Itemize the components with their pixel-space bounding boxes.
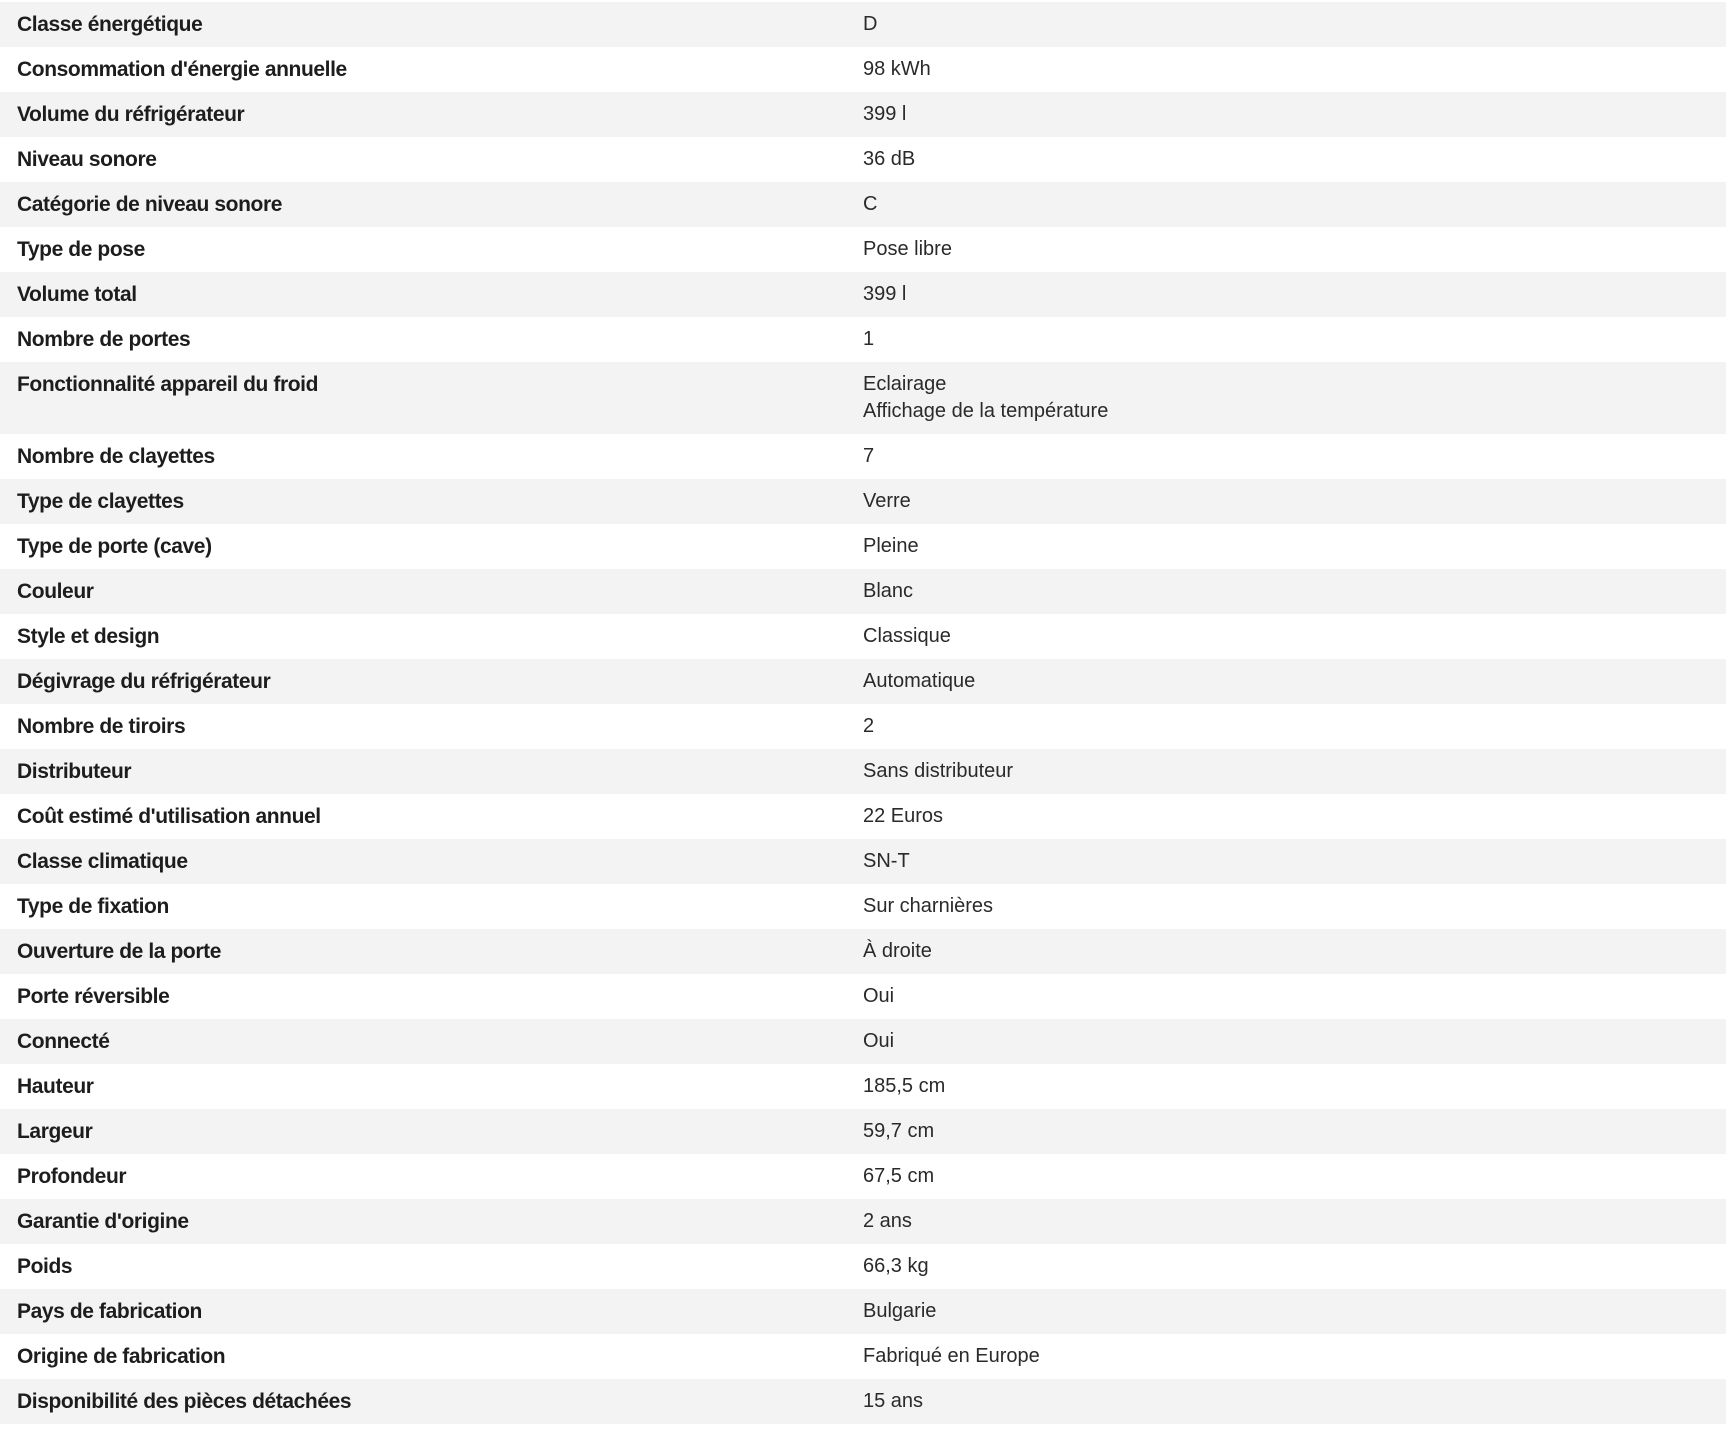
spec-label: Ouverture de la porte	[17, 940, 221, 963]
spec-row	[0, 794, 1726, 839]
spec-row	[0, 929, 1726, 974]
spec-value-line: Oui	[863, 985, 895, 1007]
spec-value-line: 185,5 cm	[863, 1075, 946, 1097]
spec-value	[845, 488, 1726, 515]
spec-label: Style et design	[17, 625, 160, 648]
spec-value-line: Oui	[863, 1030, 895, 1052]
spec-label: Distributeur	[17, 760, 132, 783]
spec-value	[845, 11, 1726, 38]
spec-value-line: C	[863, 193, 878, 215]
spec-label: Porte réversible	[17, 985, 170, 1008]
spec-row	[0, 92, 1726, 137]
spec-value	[845, 281, 1726, 308]
spec-row	[0, 1019, 1726, 1064]
spec-row	[0, 1064, 1726, 1109]
specifications-table	[0, 2, 1726, 1424]
spec-label: Pays de fabrication	[17, 1300, 202, 1323]
spec-row	[0, 1334, 1726, 1379]
spec-value	[845, 533, 1726, 560]
spec-value-line: Fabriqué en Europe	[863, 1345, 1040, 1367]
spec-value	[845, 848, 1726, 875]
spec-label: Nombre de clayettes	[17, 445, 215, 468]
spec-value-line: 399 l	[863, 283, 907, 305]
spec-row	[0, 1154, 1726, 1199]
spec-value	[845, 101, 1726, 128]
spec-row	[0, 47, 1726, 92]
spec-value	[845, 623, 1726, 650]
spec-row	[0, 704, 1726, 749]
spec-value	[845, 893, 1726, 920]
spec-value-line: Sur charnières	[863, 895, 994, 917]
spec-value	[845, 371, 1726, 425]
spec-value	[845, 146, 1726, 173]
spec-value	[845, 578, 1726, 605]
spec-value	[845, 1118, 1726, 1145]
spec-value	[845, 803, 1726, 830]
spec-value-line: 1	[863, 328, 875, 350]
spec-value	[845, 668, 1726, 695]
spec-value-line: 2 ans	[863, 1210, 912, 1232]
spec-row	[0, 749, 1726, 794]
spec-value-line: Automatique	[863, 670, 976, 692]
spec-label: Type de clayettes	[17, 490, 184, 513]
spec-value-line: Affichage de la température	[863, 400, 1109, 422]
spec-label: Consommation d'énergie annuelle	[17, 58, 347, 81]
spec-value	[845, 1298, 1726, 1325]
spec-row	[0, 137, 1726, 182]
spec-label: Garantie d'origine	[17, 1210, 189, 1233]
spec-value	[845, 983, 1726, 1010]
spec-label: Origine de fabrication	[17, 1345, 226, 1368]
spec-value	[845, 1343, 1726, 1370]
spec-value	[845, 1388, 1726, 1415]
spec-label: Connecté	[17, 1030, 110, 1053]
spec-value	[845, 1253, 1726, 1280]
spec-value-line: 98 kWh	[863, 58, 931, 80]
spec-label: Type de pose	[17, 238, 145, 261]
spec-value-line: Bulgarie	[863, 1300, 937, 1322]
spec-value	[845, 326, 1726, 353]
spec-label: Dégivrage du réfrigérateur	[17, 670, 271, 693]
spec-value	[845, 56, 1726, 83]
spec-value-line: D	[863, 13, 878, 35]
spec-label: Fonctionnalité appareil du froid	[17, 373, 319, 396]
spec-value	[845, 236, 1726, 263]
spec-row	[0, 479, 1726, 524]
spec-value	[845, 191, 1726, 218]
spec-value-line: 36 dB	[863, 148, 916, 170]
spec-value-line: SN-T	[863, 850, 910, 872]
spec-label: Hauteur	[17, 1075, 94, 1098]
spec-row	[0, 182, 1726, 227]
spec-label: Type de fixation	[17, 895, 169, 918]
spec-value	[845, 938, 1726, 965]
spec-value-line: Pleine	[863, 535, 919, 557]
spec-value	[845, 1028, 1726, 1055]
spec-row	[0, 569, 1726, 614]
spec-value-line: À droite	[863, 940, 932, 962]
spec-row	[0, 1244, 1726, 1289]
spec-value-line: 66,3 kg	[863, 1255, 929, 1277]
spec-row	[0, 524, 1726, 569]
spec-value-line: 67,5 cm	[863, 1165, 935, 1187]
spec-row	[0, 1379, 1726, 1424]
spec-value-line: Eclairage	[863, 373, 947, 395]
spec-label: Nombre de portes	[17, 328, 191, 351]
spec-row	[0, 227, 1726, 272]
spec-label: Classe climatique	[17, 850, 188, 873]
spec-value-line: 15 ans	[863, 1390, 924, 1412]
spec-label: Catégorie de niveau sonore	[17, 193, 283, 216]
spec-row	[0, 2, 1726, 47]
spec-row	[0, 614, 1726, 659]
spec-row	[0, 434, 1726, 479]
spec-label: Volume total	[17, 283, 137, 306]
spec-value	[845, 1163, 1726, 1190]
spec-label: Niveau sonore	[17, 148, 157, 171]
spec-value	[845, 758, 1726, 785]
spec-value	[845, 443, 1726, 470]
spec-row	[0, 1109, 1726, 1154]
spec-value-line: Blanc	[863, 580, 914, 602]
spec-value-line: 399 l	[863, 103, 907, 125]
spec-label: Coût estimé d'utilisation annuel	[17, 805, 321, 828]
spec-row	[0, 317, 1726, 362]
spec-label: Classe énergétique	[17, 13, 203, 36]
spec-label: Disponibilité des pièces détachées	[17, 1390, 352, 1413]
spec-label: Couleur	[17, 580, 94, 603]
spec-label: Type de porte (cave)	[17, 535, 212, 558]
spec-value-line: Sans distributeur	[863, 760, 1014, 782]
spec-value	[845, 713, 1726, 740]
spec-label: Largeur	[17, 1120, 93, 1143]
spec-row	[0, 884, 1726, 929]
spec-row	[0, 659, 1726, 704]
spec-value-line: Verre	[863, 490, 911, 512]
spec-row	[0, 1199, 1726, 1244]
spec-label: Profondeur	[17, 1165, 127, 1188]
spec-row	[0, 974, 1726, 1019]
spec-value-line: Classique	[863, 625, 951, 647]
spec-row	[0, 362, 1726, 434]
spec-value-line: 22 Euros	[863, 805, 944, 827]
spec-row	[0, 1289, 1726, 1334]
spec-value-line: 59,7 cm	[863, 1120, 935, 1142]
spec-value-line: Pose libre	[863, 238, 952, 260]
spec-row	[0, 839, 1726, 884]
spec-label: Nombre de tiroirs	[17, 715, 186, 738]
spec-value	[845, 1073, 1726, 1100]
spec-value-line: 7	[863, 445, 875, 467]
spec-label: Poids	[17, 1255, 73, 1278]
spec-value-line: 2	[863, 715, 875, 737]
spec-label: Volume du réfrigérateur	[17, 103, 245, 126]
spec-row	[0, 272, 1726, 317]
spec-value	[845, 1208, 1726, 1235]
